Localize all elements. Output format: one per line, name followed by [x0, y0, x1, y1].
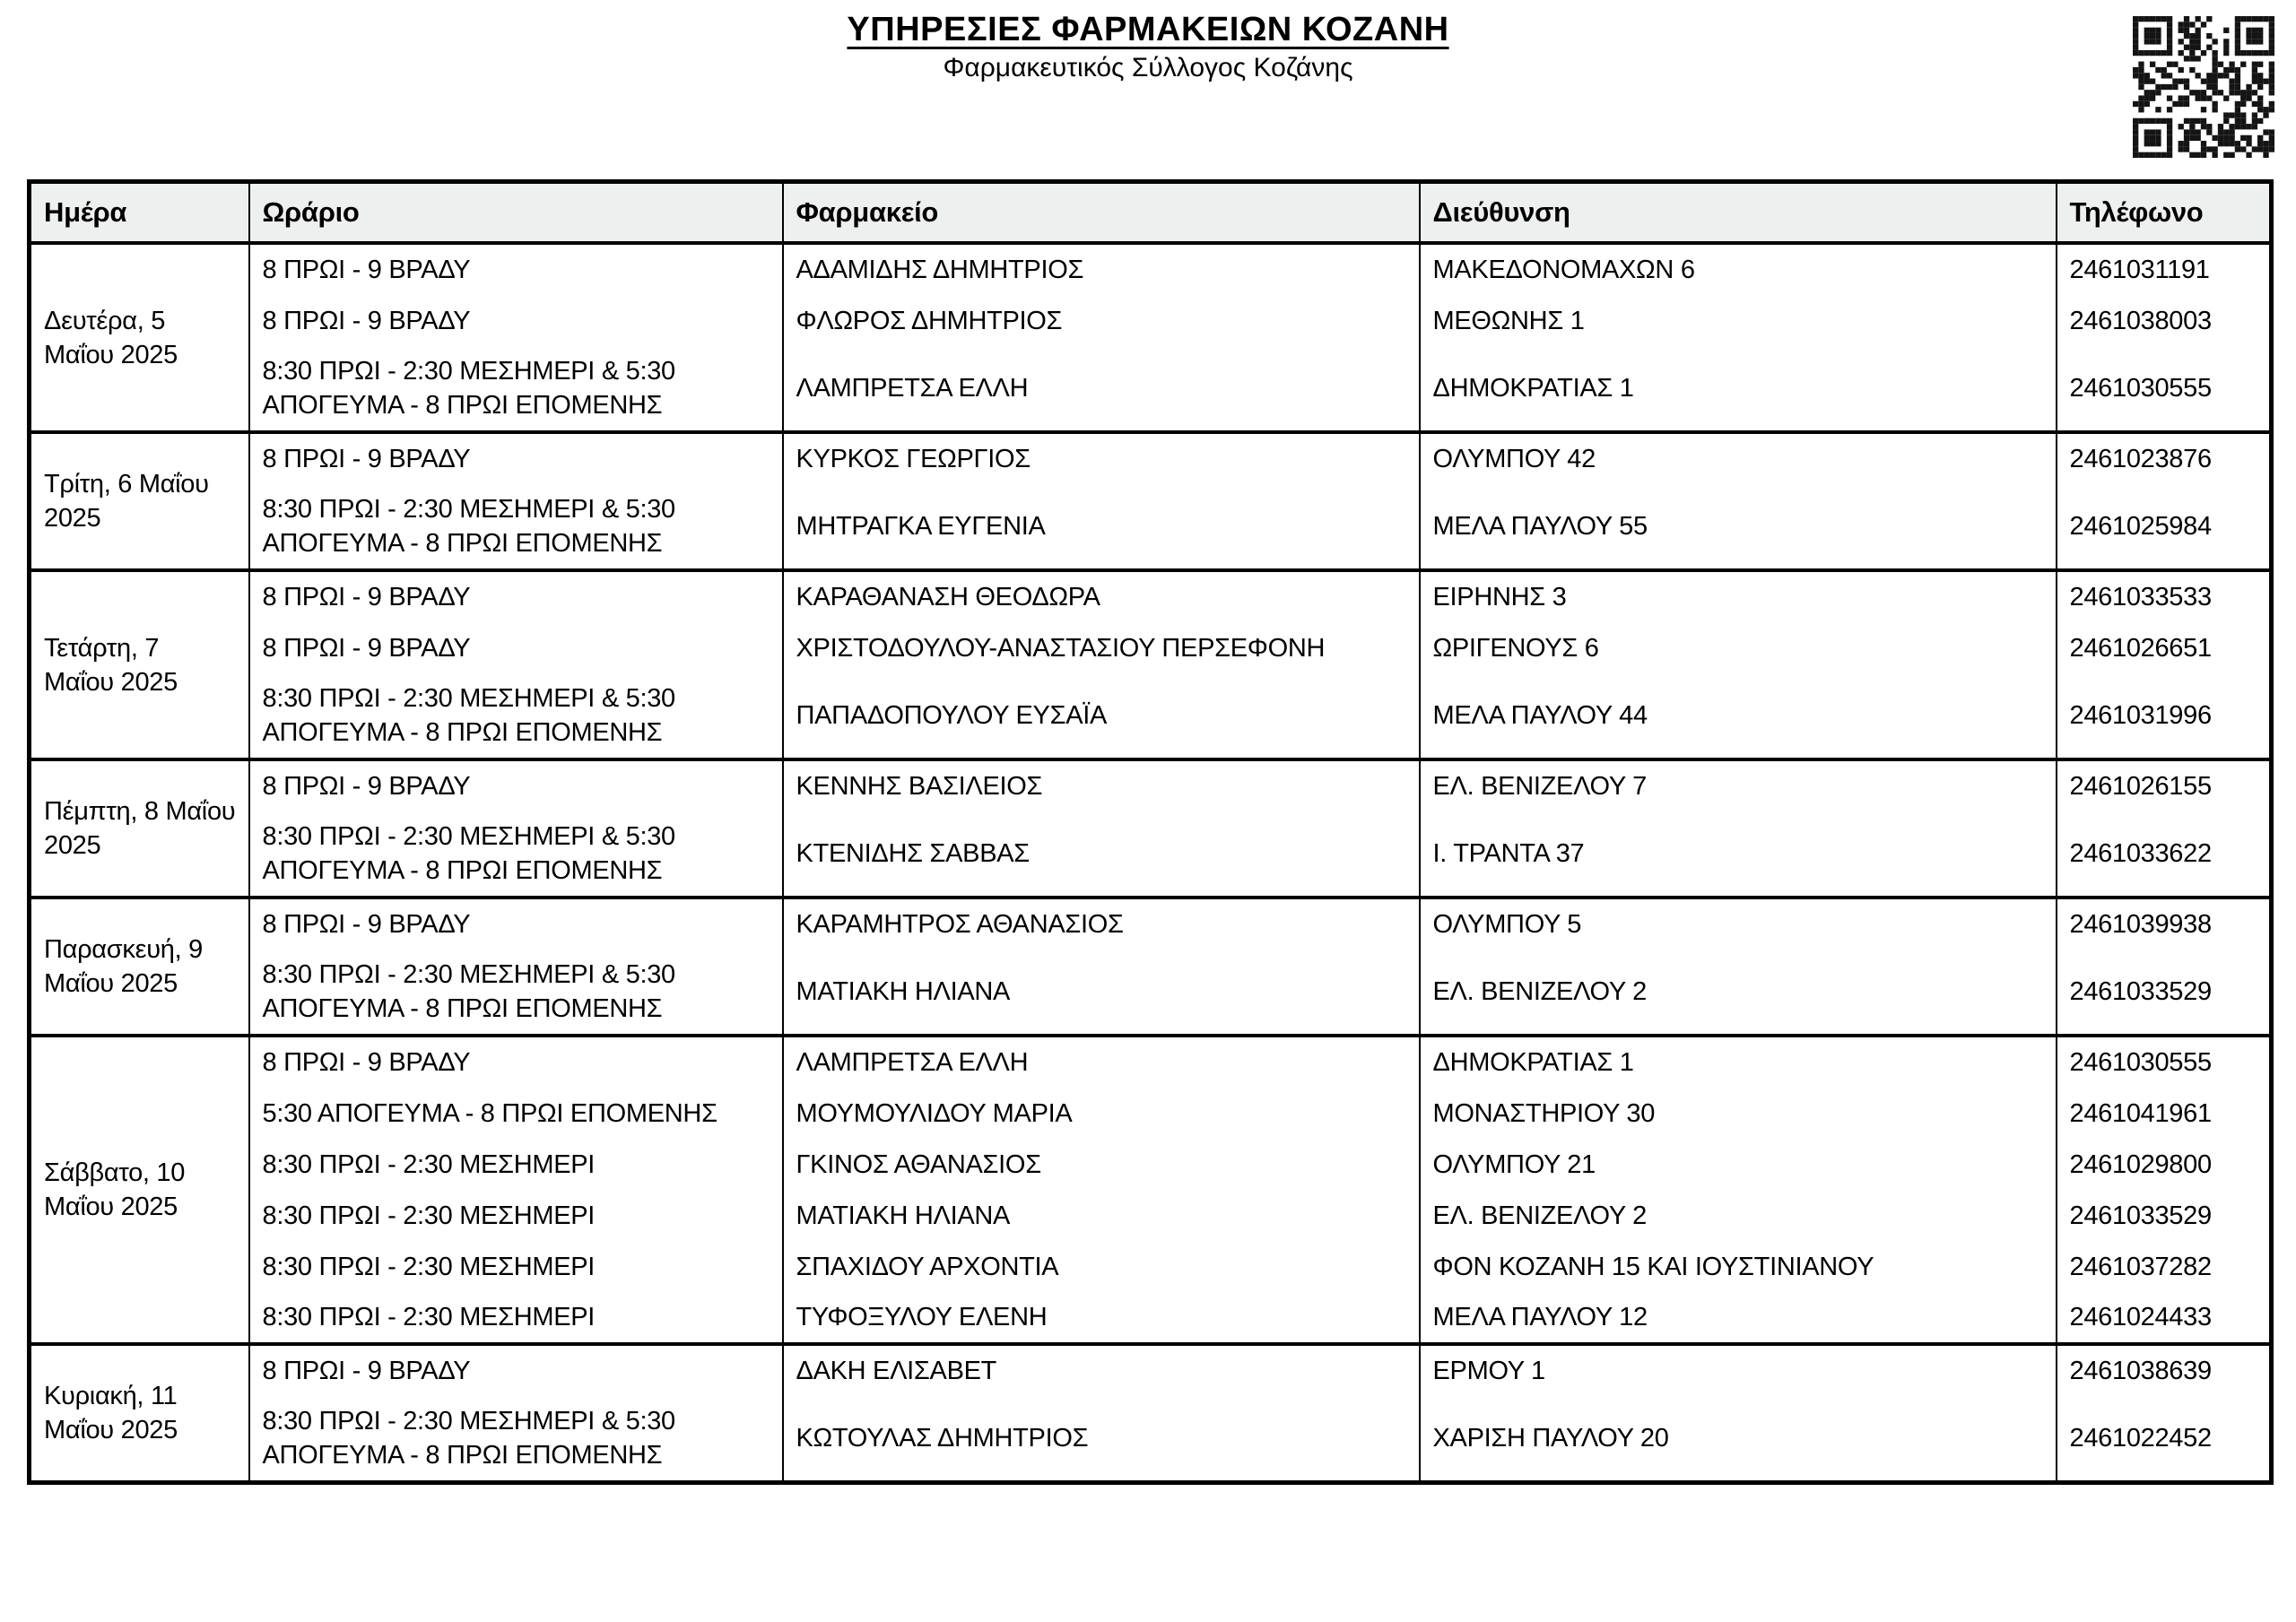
pharmacy-cell: ΣΠΑΧΙΔΟΥ ΑΡΧΟΝΤΙΑ: [783, 1241, 1420, 1292]
column-header-day: Ημέρα: [30, 182, 249, 244]
pharmacy-cell: ΑΔΑΜΙΔΗΣ ΔΗΜΗΤΡΙΟΣ: [783, 243, 1420, 295]
schedule-row: [30, 950, 2272, 1036]
address-cell: ΕΛ. ΒΕΝΙΖΕΛΟΥ 2: [1420, 950, 2057, 1036]
hours-cell: 8:30 ΠΡΩΙ - 2:30 ΜΕΣΗΜΕΡΙ: [249, 1241, 783, 1292]
schedule-row: [30, 622, 2272, 673]
pharmacy-cell: ΠΑΠΑΔΟΠΟΥΛΟΥ ΕΥΣΑΪΑ: [783, 673, 1420, 759]
phone-cell: 2461033622: [2057, 811, 2272, 898]
day-cell: Κυριακή, 11 Μαΐου 2025: [30, 1344, 249, 1483]
address-cell: ΟΛΥΜΠΟΥ 5: [1420, 898, 2057, 950]
pharmacy-cell: ΚΕΝΝΗΣ ΒΑΣΙΛΕΙΟΣ: [783, 759, 1420, 811]
schedule-row: [30, 759, 2272, 811]
hours-cell: 8 ΠΡΩΙ - 9 ΒΡΑΔΥ: [249, 432, 783, 484]
column-header-pharmacy: Φαρμακείο: [783, 182, 1420, 244]
hours-cell: 8 ΠΡΩΙ - 9 ΒΡΑΔΥ: [249, 295, 783, 346]
pharmacy-cell: ΚΑΡΑΘΑΝΑΣΗ ΘΕΟΔΩΡΑ: [783, 570, 1420, 622]
pharmacy-cell: ΜΑΤΙΑΚΗ ΗΛΙΑΝΑ: [783, 950, 1420, 1036]
address-cell: ΦΟΝ ΚΟΖΑΝΗ 15 ΚΑΙ ΙΟΥΣΤΙΝΙΑΝΟΥ: [1420, 1241, 2057, 1292]
address-cell: ΜΑΚΕΔΟΝΟΜΑΧΩΝ 6: [1420, 243, 2057, 295]
pharmacy-cell: ΦΛΩΡΟΣ ΔΗΜΗΤΡΙΟΣ: [783, 295, 1420, 346]
phone-cell: 2461030555: [2057, 346, 2272, 432]
schedule-row: [30, 1396, 2272, 1483]
address-cell: Ι. ΤΡΑΝΤΑ 37: [1420, 811, 2057, 898]
phone-cell: 2461022452: [2057, 1396, 2272, 1483]
phone-cell: 2461033533: [2057, 570, 2272, 622]
phone-cell: 2461033529: [2057, 950, 2272, 1036]
page-title: ΥΠΗΡΕΣΙΕΣ ΦΑΡΜΑΚΕΙΩΝ ΚΟΖΑΝΗ: [847, 11, 1449, 48]
pharmacy-cell: ΛΑΜΠΡΕΤΣΑ ΕΛΛΗ: [783, 346, 1420, 432]
hours-cell: 8 ΠΡΩΙ - 9 ΒΡΑΔΥ: [249, 898, 783, 950]
schedule-row: [30, 1292, 2272, 1344]
schedule-row: [30, 484, 2272, 570]
schedule-row: [30, 811, 2272, 898]
schedule-row: [30, 432, 2272, 484]
address-cell: ΕΙΡΗΝΗΣ 3: [1420, 570, 2057, 622]
pharmacy-cell: ΓΚΙΝΟΣ ΑΘΑΝΑΣΙΟΣ: [783, 1139, 1420, 1190]
pharmacy-cell: ΧΡΙΣΤΟΔΟΥΛΟΥ-ΑΝΑΣΤΑΣΙΟΥ ΠΕΡΣΕΦΟΝΗ: [783, 622, 1420, 673]
phone-cell: 2461024433: [2057, 1292, 2272, 1344]
hours-cell: 8:30 ΠΡΩΙ - 2:30 ΜΕΣΗΜΕΡΙ & 5:30 ΑΠΟΓΕΥΜΑ - 8 ΠΡΩΙ ΕΠΟΜΕΝΗΣ: [249, 346, 783, 432]
hours-cell: 8:30 ΠΡΩΙ - 2:30 ΜΕΣΗΜΕΡΙ & 5:30 ΑΠΟΓΕΥΜΑ - 8 ΠΡΩΙ ΕΠΟΜΕΝΗΣ: [249, 673, 783, 759]
address-cell: ΔΗΜΟΚΡΑΤΙΑΣ 1: [1420, 1036, 2057, 1088]
address-cell: ΜΟΝΑΣΤΗΡΙΟΥ 30: [1420, 1088, 2057, 1139]
address-cell: ΟΛΥΜΠΟΥ 42: [1420, 432, 2057, 484]
address-cell: ΕΡΜΟΥ 1: [1420, 1344, 2057, 1396]
schedule-row: [30, 1139, 2272, 1190]
hours-cell: 8 ΠΡΩΙ - 9 ΒΡΑΔΥ: [249, 570, 783, 622]
hours-cell: 8:30 ΠΡΩΙ - 2:30 ΜΕΣΗΜΕΡΙ & 5:30 ΑΠΟΓΕΥΜΑ - 8 ΠΡΩΙ ΕΠΟΜΕΝΗΣ: [249, 484, 783, 570]
address-cell: ΟΛΥΜΠΟΥ 21: [1420, 1139, 2057, 1190]
address-cell: ΔΗΜΟΚΡΑΤΙΑΣ 1: [1420, 346, 2057, 432]
hours-cell: 8:30 ΠΡΩΙ - 2:30 ΜΕΣΗΜΕΡΙ & 5:30 ΑΠΟΓΕΥΜΑ - 8 ΠΡΩΙ ΕΠΟΜΕΝΗΣ: [249, 1396, 783, 1483]
pharmacy-cell: ΛΑΜΠΡΕΤΣΑ ΕΛΛΗ: [783, 1036, 1420, 1088]
address-cell: ΕΛ. ΒΕΝΙΖΕΛΟΥ 7: [1420, 759, 2057, 811]
hours-cell: 8 ΠΡΩΙ - 9 ΒΡΑΔΥ: [249, 1344, 783, 1396]
schedule-body: [30, 243, 2272, 1483]
page-subtitle: Φαρμακευτικός Σύλλογος Κοζάνης: [943, 53, 1353, 82]
day-cell: Τετάρτη, 7 Μαΐου 2025: [30, 570, 249, 759]
phone-cell: 2461039938: [2057, 898, 2272, 950]
hours-cell: 5:30 ΑΠΟΓΕΥΜΑ - 8 ΠΡΩΙ ΕΠΟΜΕΝΗΣ: [249, 1088, 783, 1139]
hours-cell: 8 ΠΡΩΙ - 9 ΒΡΑΔΥ: [249, 1036, 783, 1088]
schedule-row: [30, 673, 2272, 759]
address-cell: ΜΕΛΑ ΠΑΥΛΟΥ 44: [1420, 673, 2057, 759]
schedule-row: [30, 346, 2272, 432]
column-header-hours: Ωράριο: [249, 182, 783, 244]
schedule-row: [30, 898, 2272, 950]
day-cell: Δευτέρα, 5 Μαΐου 2025: [30, 243, 249, 432]
hours-cell: 8 ΠΡΩΙ - 9 ΒΡΑΔΥ: [249, 759, 783, 811]
phone-cell: 2461029800: [2057, 1139, 2272, 1190]
document-header: [0, 11, 2296, 83]
hours-cell: 8:30 ΠΡΩΙ - 2:30 ΜΕΣΗΜΕΡΙ: [249, 1139, 783, 1190]
pharmacy-cell: ΜΑΤΙΑΚΗ ΗΛΙΑΝΑ: [783, 1190, 1420, 1241]
pharmacy-cell: ΤΥΦΟΞΥΛΟΥ ΕΛΕΝΗ: [783, 1292, 1420, 1344]
day-cell: Παρασκευή, 9 Μαΐου 2025: [30, 898, 249, 1036]
phone-cell: 2461038639: [2057, 1344, 2272, 1396]
schedule-row: [30, 295, 2272, 346]
table-header-row: [30, 182, 2272, 244]
address-cell: ΜΕΛΑ ΠΑΥΛΟΥ 55: [1420, 484, 2057, 570]
phone-cell: 2461031996: [2057, 673, 2272, 759]
qr-code-icon: [2133, 16, 2274, 158]
schedule-row: [30, 1344, 2272, 1396]
column-header-phone: Τηλέφωνο: [2057, 182, 2272, 244]
pharmacy-cell: ΚΥΡΚΟΣ ΓΕΩΡΓΙΟΣ: [783, 432, 1420, 484]
phone-cell: 2461026651: [2057, 622, 2272, 673]
day-cell: Τρίτη, 6 Μαΐου 2025: [30, 432, 249, 570]
pharmacy-cell: ΜΗΤΡΑΓΚΑ ΕΥΓΕΝΙΑ: [783, 484, 1420, 570]
pharmacy-cell: ΜΟΥΜΟΥΛΙΔΟΥ ΜΑΡΙΑ: [783, 1088, 1420, 1139]
schedule-row: [30, 243, 2272, 295]
phone-cell: 2461031191: [2057, 243, 2272, 295]
phone-cell: 2461030555: [2057, 1036, 2272, 1088]
hours-cell: 8 ΠΡΩΙ - 9 ΒΡΑΔΥ: [249, 243, 783, 295]
phone-cell: 2461025984: [2057, 484, 2272, 570]
phone-cell: 2461041961: [2057, 1088, 2272, 1139]
address-cell: ΜΕΘΩΝΗΣ 1: [1420, 295, 2057, 346]
schedule-row: [30, 1190, 2272, 1241]
schedule-row: [30, 1241, 2272, 1292]
pharmacy-cell: ΔΑΚΗ ΕΛΙΣΑΒΕΤ: [783, 1344, 1420, 1396]
day-cell: Σάββατο, 10 Μαΐου 2025: [30, 1036, 249, 1344]
hours-cell: 8:30 ΠΡΩΙ - 2:30 ΜΕΣΗΜΕΡΙ & 5:30 ΑΠΟΓΕΥΜΑ - 8 ΠΡΩΙ ΕΠΟΜΕΝΗΣ: [249, 811, 783, 898]
hours-cell: 8 ΠΡΩΙ - 9 ΒΡΑΔΥ: [249, 622, 783, 673]
phone-cell: 2461023876: [2057, 432, 2272, 484]
phone-cell: 2461037282: [2057, 1241, 2272, 1292]
address-cell: ΩΡΙΓΕΝΟΥΣ 6: [1420, 622, 2057, 673]
hours-cell: 8:30 ΠΡΩΙ - 2:30 ΜΕΣΗΜΕΡΙ & 5:30 ΑΠΟΓΕΥΜΑ - 8 ΠΡΩΙ ΕΠΟΜΕΝΗΣ: [249, 950, 783, 1036]
schedule-row: [30, 1036, 2272, 1088]
address-cell: ΕΛ. ΒΕΝΙΖΕΛΟΥ 2: [1420, 1190, 2057, 1241]
schedule-row: [30, 570, 2272, 622]
phone-cell: 2461038003: [2057, 295, 2272, 346]
hours-cell: 8:30 ΠΡΩΙ - 2:30 ΜΕΣΗΜΕΡΙ: [249, 1292, 783, 1344]
address-cell: ΧΑΡΙΣΗ ΠΑΥΛΟΥ 20: [1420, 1396, 2057, 1483]
day-cell: Πέμπτη, 8 Μαΐου 2025: [30, 759, 249, 898]
pharmacy-cell: ΚΤΕΝΙΔΗΣ ΣΑΒΒΑΣ: [783, 811, 1420, 898]
phone-cell: 2461033529: [2057, 1190, 2272, 1241]
pharmacy-cell: ΚΩΤΟΥΛΑΣ ΔΗΜΗΤΡΙΟΣ: [783, 1396, 1420, 1483]
pharmacy-cell: ΚΑΡΑΜΗΤΡΟΣ ΑΘΑΝΑΣΙΟΣ: [783, 898, 1420, 950]
hours-cell: 8:30 ΠΡΩΙ - 2:30 ΜΕΣΗΜΕΡΙ: [249, 1190, 783, 1241]
address-cell: ΜΕΛΑ ΠΑΥΛΟΥ 12: [1420, 1292, 2057, 1344]
schedule-row: [30, 1088, 2272, 1139]
column-header-address: Διεύθυνση: [1420, 182, 2057, 244]
pharmacy-schedule-table: [27, 179, 2274, 1485]
phone-cell: 2461026155: [2057, 759, 2272, 811]
